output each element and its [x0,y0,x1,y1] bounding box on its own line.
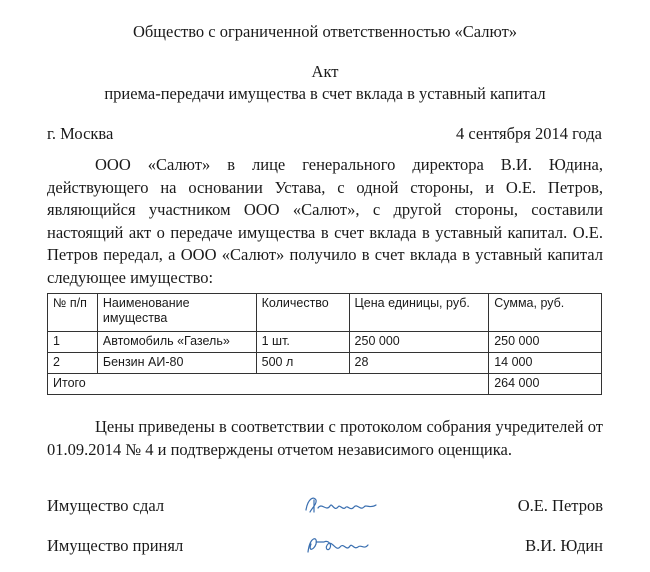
total-label: Итого [48,374,489,395]
handwritten-signature-yudin [302,530,382,560]
act-subtitle: приема-передачи имущества в счет вклада в уставный капитал [104,84,546,103]
received-name: В.И. Юдин [525,536,603,555]
handed-over-label: Имущество сдал [47,496,165,515]
column-header-quantity: Количество [256,294,349,332]
received-label: Имущество принял [47,536,184,555]
table-cell: 500 л [256,353,349,374]
table-cell: 14 000 [489,353,602,374]
place-of-issue: г. Москва [47,124,114,143]
received-signature-row [47,536,603,560]
signature-stroke-yudin [308,539,368,552]
table-cell: 28 [349,353,489,374]
table-cell: 1 шт. [256,332,349,353]
column-header-unit-price: Цена единицы, руб. [349,294,489,332]
act-title: Акт [311,62,339,81]
issue-date: 4 сентября 2014 года [456,124,602,143]
handed-over-name: О.Е. Петров [517,496,603,515]
handwritten-signature-petrov [302,490,382,520]
column-header-number: № п/п [48,294,98,332]
table-cell: Бензин АИ-80 [97,353,256,374]
handed-over-signature-row [47,496,603,520]
table-header-row [48,294,602,332]
table-total-row [48,374,602,395]
signature-stroke-petrov [306,498,376,512]
table-cell: Автомобиль «Газель» [97,332,256,353]
outro-paragraph: Цены приведены в соответствии с протоколом собрания учредителей от 01.09.2014 № 4 и подтверждены отчетом независимого оценщика. [47,417,603,459]
total-value: 264 000 [489,374,602,395]
table-cell: 1 [48,332,98,353]
intro-paragraph: ООО «Салют» в лице генерального директора В.И. Юдина, действующего на основании Устава, с одной стороны, и О.Е. Петров, являющийся участником ООО «Салют», с другой стороны, составили настоящий акт о передаче имущества в счет вклада в уставный капитал. О.Е. Петров передал, а ООО «Салют» получило в счет вклада в уставный капитал следующее имущество: [47,155,603,287]
column-header-sum: Сумма, руб. [489,294,602,332]
organization-name: Общество с ограниченной ответственностью «Салют» [132,22,518,41]
table-row [48,332,602,353]
column-header-name: Наименование имущества [97,294,256,332]
table-cell: 250 000 [349,332,489,353]
table-cell: 2 [48,353,98,374]
goods-table [47,293,602,395]
table-row [48,353,602,374]
table-cell: 250 000 [489,332,602,353]
